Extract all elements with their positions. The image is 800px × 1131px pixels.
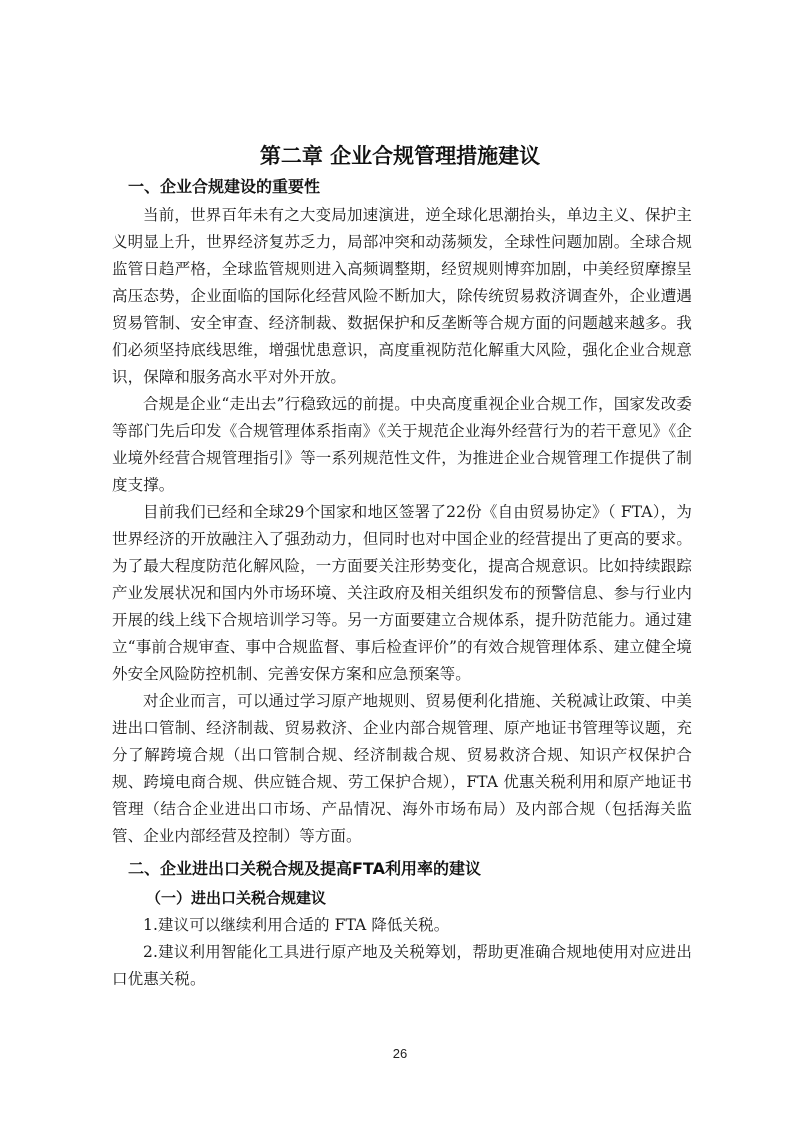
paragraph: 当前，世界百年未有之大变局加速演进，逆全球化思潮抬头，单边主义、保护主义明显上升，世界经济复苏乏力，局部冲突和动荡频发，全球性问题加剧。全球合规监管日趋严格，全球监管规则进入高频调整期，经贸规则博弈加剧，中美经贸摩擦呈高压态势，企业面临的国际化经营风险不断加大，除传统贸易救济调查外，企业遭遇贸易管制、安全审查、经济制裁、数据保护和反垄断等合规方面的问题越来越多。我们必须坚持底线思维，增强忧患意识，高度重视防范化解重大风险，强化企业合规意识，保障和服务高水平对外开放。 — [112, 206, 692, 386]
paragraph: 1.建议可以继续利用合适的 FTA 降低关税。 — [143, 916, 450, 934]
paragraph: 目前我们已经和全球29个国家和地区签署了22份《自由贸易协定》（ FTA），为世界经济的开放融注入了强劲动力，但同时也对中国企业的经营提出了更高的要求。为了最大程度防范化解风险，一方面要关注形势变化，提高合规意识。比如持续跟踪产业发展状况和国内外市场环境、关注政府及相关组织发布的预警信息、参与行业内开展的线上线下合规培训学习等。另一方面要建立合规体系，提升防范能力。通过建立“事前合规审查、事中合规监督、事后检查评价”的有效合规管理体系、建立健全境外安全风险防控机制、完善安保方案和应急预案等。 — [112, 503, 692, 683]
section-heading-1: 一、企业合规建设的重要性 — [128, 177, 321, 196]
paragraph: 合规是企业“走出去”行稳致远的前提。中央高度重视企业合规工作，国家发改委等部门先后印发《合规管理体系指南》《关于规范企业海外经营行为的若干意见》《企业境外经营合规管理指引》等一系列规范性文件，为推进企业合规管理工作提供了制度支撑。 — [112, 395, 692, 494]
page-content — [112, 172, 692, 993]
page-number: 26 — [392, 1046, 408, 1061]
section-heading-2: 二、企业进出口关税合规及提高FTA利用率的建议 — [128, 859, 481, 878]
paragraph: 2.建议利用智能化工具进行原产地及关税筹划，帮助更准确合规地使用对应进出口优惠关税。 — [112, 943, 692, 988]
chapter-title: 第二章 企业合规管理措施建议 — [259, 144, 541, 168]
subsection-heading: （一）进出口关税合规建议 — [146, 889, 327, 907]
paragraph: 对企业而言，可以通过学习原产地规则、贸易便利化措施、关税减让政策、中美进出口管制、经济制裁、贸易救济、企业内部合规管理、原产地证书管理等议题，充分了解跨境合规（出口管制合规、经济制裁合规、贸易救济合规、知识产权保护合规、跨境电商合规、供应链合规、劳工保护合规），FTA 优惠关税利用和原产地证书管理（结合企业进出口市场、产品情况、海外市场布局）及内部合规（包括海关监管、企业内部经营及控制）等方面。 — [112, 692, 692, 845]
